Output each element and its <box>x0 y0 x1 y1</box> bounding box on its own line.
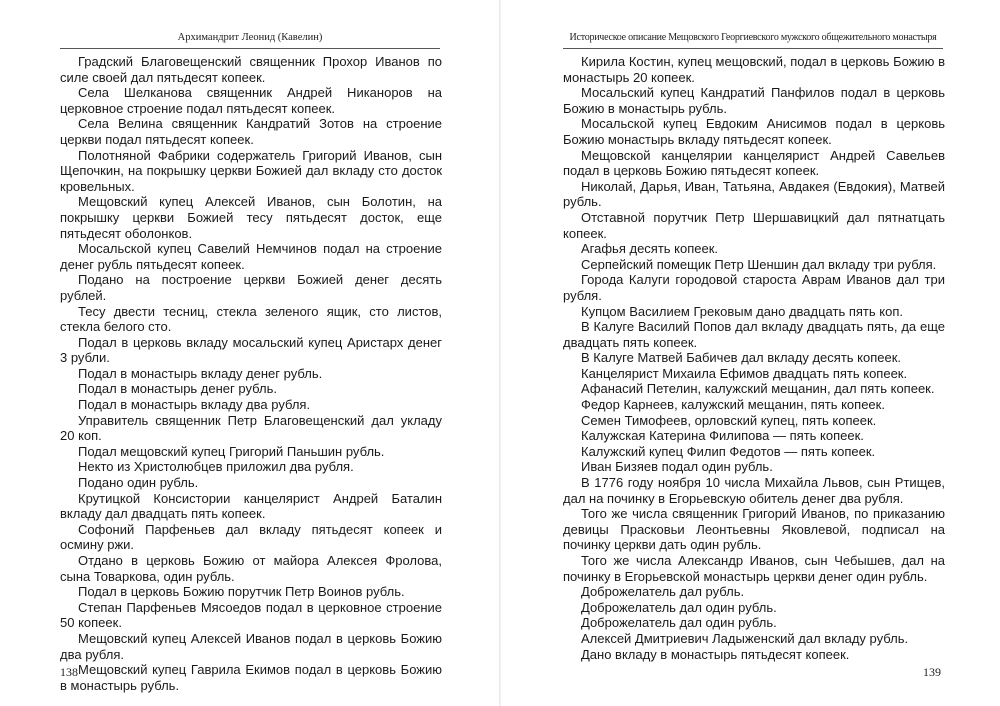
page-number-left: 138 <box>60 665 78 679</box>
paragraph: Тесу двести тесниц, стекла зеленого ящик, сто листов, стекла белого сто. <box>60 303 442 335</box>
paragraph: Доброжелатель дал один рубль. <box>581 615 777 631</box>
paragraph: Агафья десять копеек. <box>581 241 719 257</box>
paragraph: Кирила Костин, купец мещовский, подал в церковь Божию в монастырь 20 копеек. <box>563 54 945 85</box>
body-text-right <box>563 54 945 662</box>
paragraph: Того же числа священник Григорий Иванов, по приказанию девицы Прасковьи Леонтьевны Яковлевой, подписал на починку церкви дать один рубль. <box>563 506 945 553</box>
right-page <box>500 0 1000 706</box>
paragraph: Мосальской купец Савелий Немчинов подал на строение денег рубль пятьдесят копеек. <box>60 241 442 272</box>
paragraph: Отставной порутчик Петр Шершавицкий дал пятнатцать копеек. <box>563 209 945 241</box>
paragraph: Подал в церковь Божию порутчик Петр Воинов рубль. <box>78 584 405 600</box>
paragraph: Дано вкладу в монастырь пятьдесят копеек. <box>581 646 850 662</box>
paragraph: Канцелярист Михаила Ефимов двадцать пять копеек. <box>581 365 908 381</box>
paragraph: Города Калуги городовой староста Аврам Иванов дал три рубля. <box>563 272 945 303</box>
paragraph: Софоний Парфеньев дал вкладу пятьдесят копеек и осмину ржи. <box>60 521 442 553</box>
paragraph: Села Шелканова священник Андрей Никаноров на церковное строение подал пятьдесят копеек. <box>60 85 442 116</box>
paragraph: Купцом Василием Грековым дано двадцать пять коп. <box>581 303 903 319</box>
paragraph: Некто из Христолюбцев приложил два рубля. <box>78 459 354 475</box>
paragraph: Управитель священник Петр Благовещенский дал укладу 20 коп. <box>60 412 442 444</box>
paragraph: Федор Карнеев, калужский мещанин, пять копеек. <box>581 397 885 413</box>
paragraph: Доброжелатель дал рубль. <box>581 584 745 600</box>
paragraph: В Калуге Матвей Бабичев дал вкладу десять копеек. <box>581 350 902 366</box>
paragraph: Николай, Дарья, Иван, Татьяна, Авдакея (Евдокия), Матвей рубль. <box>563 178 945 210</box>
paragraph: Серпейский помещик Петр Шеншин дал вкладу три рубля. <box>581 256 937 272</box>
paragraph: Афанасий Петелин, калужский мещанин, дал пять копеек. <box>581 381 935 397</box>
paragraph: Подано на построение церкви Божией денег десять рублей. <box>60 272 442 303</box>
paragraph: Того же числа Александр Иванов, сын Чебышев, дал на починку в Егорьевской монастырь церкви денег один рубль. <box>563 553 945 584</box>
paragraph: Градский Благовещенский священник Прохор Иванов по силе своей дал пятьдесят копеек. <box>60 54 442 85</box>
paragraph: Степан Парфеньев Мясоедов подал в церковное строение 50 копеек. <box>60 599 442 631</box>
paragraph: В Калуге Василий Попов дал вкладу двадцать пять, да еще двадцать пять копеек. <box>563 319 945 350</box>
paragraph: Доброжелатель дал один рубль. <box>581 599 777 615</box>
paragraph: Калужская Катерина Филипова — пять копеек. <box>581 428 864 444</box>
header-rule-left <box>60 48 440 49</box>
paragraph: Калужский купец Филип Федотов — пять копеек. <box>581 443 876 459</box>
paragraph: Иван Бизяев подал один рубль. <box>581 459 773 475</box>
paragraph: Мещовской канцелярии канцелярист Андрей Савельев подал в церковь Божию пятьдесят копеек. <box>563 147 945 179</box>
paragraph: Подано один рубль. <box>78 475 199 491</box>
paragraph: Села Велина священник Кандратий Зотов на строение церкви подал пятьдесят копеек. <box>60 116 442 147</box>
paragraph: Подал в монастырь вкладу денег рубль. <box>78 365 323 381</box>
running-header-right: Историческое описание Мещовского Георгиевского мужского общежительного монастыря <box>569 32 937 43</box>
paragraph: Подал мещовский купец Григорий Паньшин рубль. <box>78 443 385 459</box>
paragraph: Мосальский купец Кандратий Панфилов подал в церковь Божию в монастырь рубль. <box>563 85 945 116</box>
paragraph: Мосальской купец Евдоким Анисимов подал в церковь Божию монастырь вкладу пятьдесят копеек. <box>563 116 945 147</box>
paragraph: Подал в монастырь вкладу два рубля. <box>78 397 311 413</box>
paragraph: Полотняной Фабрики содержатель Григорий Иванов, сын Щепочкин, на покрышку церкви Божией дал вкладу сто досток кровельных. <box>60 147 442 194</box>
header-rule-right <box>563 48 943 49</box>
paragraph: Мещовский купец Алексей Иванов, сын Болотин, на покрышку церкви Божией тесу пятьдесят досток, еще пятьдесят оболонков. <box>60 194 442 241</box>
paragraph: Мещовский купец Гаврила Екимов подал в церковь Божию в монастырь рубль. <box>60 662 442 693</box>
running-header-left: Архимандрит Леонид (Кавелин) <box>177 32 323 43</box>
paragraph: В 1776 году ноября 10 числа Михайла Львов, сын Ртищев, дал на починку в Егорьевскую обитель денег два рубля. <box>563 475 945 506</box>
paragraph: Подал в монастырь денег рубль. <box>78 381 277 397</box>
page-number-right: 139 <box>923 665 941 679</box>
paragraph: Мещовский купец Алексей Иванов подал в церковь Божию два рубля. <box>60 630 442 662</box>
paragraph: Алексей Дмитриевич Ладыженский дал вкладу рубль. <box>581 630 909 646</box>
paragraph: Семен Тимофеев, орловский купец, пять копеек. <box>581 412 877 428</box>
paragraph: Крутицкой Консистории канцелярист Андрей Баталин вкладу дал двадцать пять копеек. <box>60 490 442 522</box>
paragraph: Отдано в церковь Божию от майора Алексея Фролова, сына Товаркова, один рубль. <box>60 553 442 584</box>
body-text-left <box>60 54 442 693</box>
paragraph: Подал в церковь вкладу мосальский купец Аристарх денег 3 рубли. <box>60 334 442 366</box>
